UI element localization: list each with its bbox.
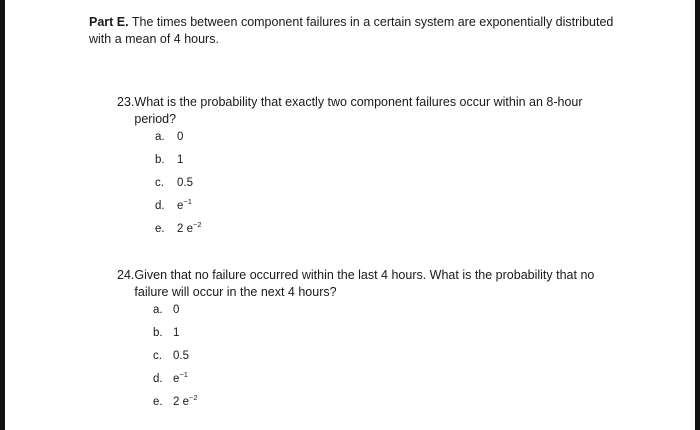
exponent: −1 [183,197,192,206]
choice-letter: d. [155,200,165,212]
exponent: −1 [179,370,188,379]
part-label: Part E. [89,15,129,29]
choice-letter: c. [153,350,162,362]
choice-letter: e. [155,223,165,235]
choice-value: 0.5 [173,350,189,362]
intro-text: The times between component failures in a certain system are exponentially distributed with a mean of 4 hours. [89,15,614,46]
document-page [5,0,695,430]
exp-base: e [177,200,184,212]
choice-value: 0 [173,304,180,316]
choice-value [173,394,198,411]
choice-a[interactable] [155,129,587,152]
choice-d[interactable] [153,371,622,394]
exponent: −2 [189,393,198,402]
exp-base: e [173,373,180,385]
choice-value [173,371,188,388]
question-text: Given that no failure occurred within the last 4 hours. What is the probability that no failure will occur in the next 4 hours? [134,268,595,299]
choice-a[interactable] [153,302,622,325]
choice-letter: c. [155,177,164,189]
choice-b[interactable] [153,325,622,348]
question-text: What is the probability that exactly two component failures occur within an 8-hour period? [134,95,583,126]
choice-b[interactable] [155,152,587,175]
part-e-intro [89,14,629,48]
choice-value: 0.5 [177,177,193,189]
choice-letter: e. [153,396,163,408]
question-23 [117,94,587,244]
exp-base: 2 e [177,223,193,235]
choice-letter: b. [153,327,163,339]
question-number: 23. [117,95,135,109]
choice-letter: d. [153,373,163,385]
answer-choices [153,302,622,417]
choice-value [177,221,202,238]
choice-c[interactable] [155,175,587,198]
choice-e[interactable] [153,394,622,417]
question-number: 24. [117,268,135,282]
exp-base: 2 e [173,396,189,408]
choice-value: 1 [173,327,180,339]
right-edge-border [695,0,700,430]
choice-c[interactable] [153,348,622,371]
choice-letter: b. [155,154,165,166]
question-stem [117,94,587,128]
answer-choices [155,129,587,244]
choice-d[interactable] [155,198,587,221]
question-stem [117,267,622,301]
choice-value: 1 [177,154,184,166]
question-24 [117,267,622,417]
choice-letter: a. [153,304,163,316]
exponent: −2 [193,220,202,229]
choice-letter: a. [155,131,165,143]
choice-value [177,198,192,215]
choice-value: 0 [177,131,184,143]
choice-e[interactable] [155,221,587,244]
